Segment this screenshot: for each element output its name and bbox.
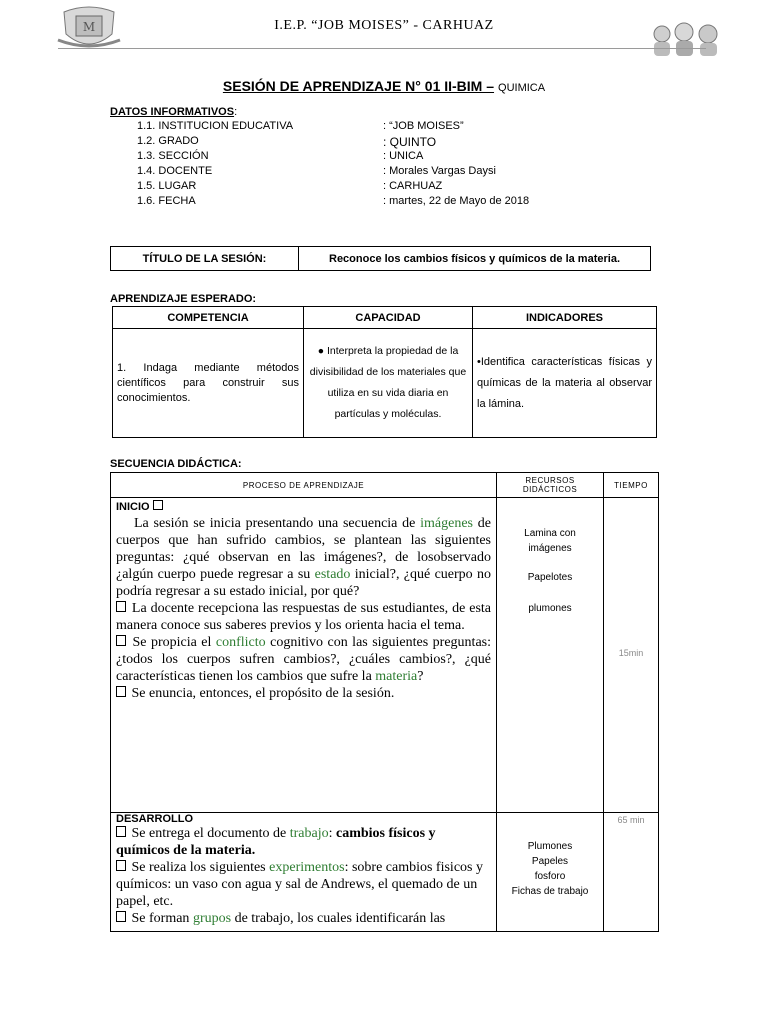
inicio-tiempo: 15min: [618, 648, 644, 658]
inicio-tiempo-cell: [604, 498, 659, 813]
competencia-cell: 1. Indaga mediante métodos científicos para construir sus conocimientos.: [113, 329, 304, 438]
col-header-proceso: PROCESO DE APRENDIZAJE: [111, 473, 497, 498]
aprendizaje-heading: APRENDIZAJE ESPERADO:: [110, 293, 257, 305]
secuencia-table: [110, 472, 659, 932]
bullet-box-icon: [116, 686, 126, 697]
desarrollo-label: DESARROLLO: [116, 813, 193, 825]
page-title: [0, 78, 768, 96]
recurso-item: Papeles: [531, 856, 569, 867]
recurso-item: plumones: [528, 603, 572, 614]
desarrollo-paragraph: Se entrega el documento de trabajo: cambios físicos y químicos de la materia.: [116, 826, 436, 858]
recurso-item: Lamina con imágenes: [524, 528, 576, 554]
inicio-cell: [111, 498, 497, 813]
inicio-paragraph: Se propicia el conflicto cognitivo con las siguientes preguntas: ¿todos los cuerpos sufren cambios?, ¿cuáles cambios?, ¿qué características tienen los cambios que sufre la materia?: [116, 635, 491, 684]
session-title-label: TÍTULO DE LA SESIÓN:: [111, 247, 299, 271]
desarrollo-recursos-cell: [497, 813, 604, 932]
bullet-box-icon: [116, 635, 126, 646]
indicadores-cell: •Identifica características físicas y químicas de la materia al observar la lámina.: [473, 329, 657, 438]
recurso-item: Plumones: [527, 841, 573, 852]
capacidad-cell: ● Interpreta la propiedad de la divisibilidad de los materiales que utiliza en su vida diaria en partículas y moléculas.: [304, 329, 473, 438]
datos-row: 1.2. GRADO : QUINTO: [137, 135, 437, 149]
inicio-recursos-cell: [497, 498, 604, 813]
desarrollo-tiempo: 65 min: [617, 815, 645, 825]
desarrollo-cell: [111, 813, 497, 932]
desarrollo-paragraph: Se forman grupos de trabajo, los cuales identificarán las: [116, 910, 491, 927]
col-header-competencia: COMPETENCIA: [113, 307, 304, 329]
datos-row: 1.6. FECHA : martes, 22 de Mayo de 2018: [137, 195, 530, 207]
bullet-box-icon: [116, 911, 126, 922]
col-header-capacidad: CAPACIDAD: [304, 307, 473, 329]
session-title-table: [110, 246, 651, 271]
svg-text:M: M: [82, 20, 96, 34]
col-header-tiempo: TIEMPO: [604, 473, 659, 498]
col-header-indicadores: INDICADORES: [473, 307, 657, 329]
datos-row: 1.4. DOCENTE : Morales Vargas Daysi: [137, 165, 496, 177]
datos-row: 1.5. LUGAR : CARHUAZ: [137, 180, 443, 192]
checkbox-icon: [153, 500, 163, 510]
inicio-label: INICIO: [116, 500, 491, 513]
bullet-box-icon: [116, 826, 126, 837]
aprendizaje-table: [112, 306, 657, 438]
datos-row: 1.1. INSTITUCION EDUCATIVA : “JOB MOISES”: [137, 120, 464, 132]
session-subject: QUIMICA: [498, 82, 546, 94]
bullet-box-icon: [116, 860, 126, 871]
inicio-paragraph: La docente recepciona las respuestas de sus estudiantes, de esta manera conoce sus saberes previos y los orienta hacia el tema.: [116, 601, 491, 633]
desarrollo-paragraph: Se realiza los siguientes experimentos: sobre cambios fisicos y químicos: un vaso con agua y sal de Andrews, el quemado de un papel, etc.: [116, 860, 483, 909]
bullet-box-icon: [116, 601, 126, 612]
desarrollo-tiempo-cell: [604, 813, 659, 932]
school-header-text: I.E.P. “JOB MOISES” - CARHUAZ: [274, 18, 494, 33]
datos-row: 1.3. SECCIÓN : UNICA: [137, 150, 424, 162]
header-divider: [58, 48, 706, 49]
recurso-item: Fichas de trabajo: [511, 886, 589, 897]
datos-heading: DATOS INFORMATIVOS:: [110, 106, 238, 118]
inicio-paragraph: La sesión se inicia presentando una secuencia de imágenes de cuerpos que han sufrido cambios, se plantean las siguientes preguntas: ¿qué observan en las imágenes?, de losobservado ¿algún cuerpo puede regresar a su estado inicial?, ¿qué cuerpo no podría regresar a su estado inicial, por qué?: [116, 516, 491, 599]
recurso-item: fosforo: [534, 871, 566, 882]
secuencia-heading: SECUENCIA DIDÁCTICA:: [110, 458, 242, 470]
children-illustration-logo: [650, 20, 724, 58]
recurso-item: Papelotes: [527, 572, 573, 583]
col-header-recursos: RECURSOS DIDÁCTICOS: [497, 473, 604, 498]
inicio-paragraph: Se enuncia, entonces, el propósito de la sesión.: [116, 685, 491, 702]
session-title-value: Reconoce los cambios físicos y químicos de la materia.: [299, 247, 651, 271]
session-title: SESIÓN DE APRENDIZAJE N° 01 II-BIM –: [222, 78, 495, 94]
